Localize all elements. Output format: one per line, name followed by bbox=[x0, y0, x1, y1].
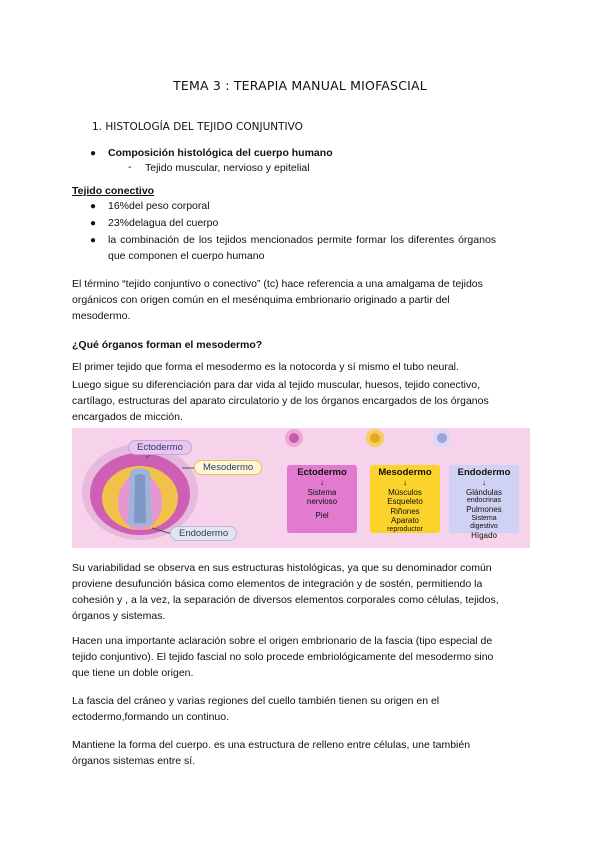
card-item: reproductor bbox=[387, 525, 423, 533]
card-item: Esqueleto bbox=[387, 497, 423, 506]
germ-layers-figure bbox=[72, 428, 530, 548]
paragraph-line: El término “tejido conjuntivo o conectivo” (tc) hace referencia a una amalgama de tejidos bbox=[72, 278, 483, 290]
arrow-down-icon: ↓ bbox=[482, 478, 486, 487]
bullet-icon: ● bbox=[90, 201, 97, 212]
list-item: la combinación de los tejidos mencionados permite formar los diferentes órganos bbox=[108, 234, 497, 246]
card-item: Sistema bbox=[307, 487, 337, 497]
paragraph-line: ectodermo,formando un continuo. bbox=[72, 711, 230, 723]
paragraph-line: orgánicos con origen común en el mesénquima embrionario originado a partir del bbox=[72, 294, 450, 306]
section-number: 1. bbox=[92, 121, 103, 133]
card-item: Riñones bbox=[390, 506, 420, 516]
arrow-down-icon: ↓ bbox=[320, 478, 324, 487]
paragraph-line: mesodermo. bbox=[72, 310, 131, 322]
paragraph-line: Hacen una importante aclaración sobre el origen embrionario de la fascia (tipo especial de bbox=[72, 635, 493, 647]
ectodermo-label: Ectodermo bbox=[128, 440, 192, 455]
card-item: endocrinas bbox=[466, 497, 502, 504]
composicion-heading: Composición histológica del cuerpo humano bbox=[108, 147, 333, 159]
bullet-icon: ● bbox=[90, 148, 97, 159]
page-title: TEMA 3 : TERAPIA MANUAL MIOFASCIAL bbox=[173, 78, 427, 93]
paragraph-line: Su variabilidad se observa en sus estructuras histológicas, ya que su denominador común bbox=[72, 562, 492, 574]
composicion-subitem: Tejido muscular, nervioso y epitelial bbox=[145, 162, 310, 174]
section-title: HISTOLOGÍA DEL TEJIDO CONJUNTIVO bbox=[105, 121, 303, 133]
card-item: Aparato bbox=[390, 516, 420, 525]
card-item: digestivo bbox=[470, 522, 498, 530]
endodermo-label: Endodermo bbox=[170, 526, 237, 541]
paragraph-line: proviene desufunción básica como elementos de integración y de sostén, permitiendo la bbox=[72, 578, 483, 590]
bullet-icon: ● bbox=[90, 235, 97, 246]
card-title: Ectodermo bbox=[297, 467, 347, 478]
ectodermo-card bbox=[287, 465, 357, 533]
list-item: 16%del peso corporal bbox=[108, 200, 210, 212]
paragraph-line: La fascia del cráneo y varias regiones del cuello también tienen su origen en el bbox=[72, 695, 440, 707]
paragraph-line: tejido conjuntivo). El tejido fascial no solo procede embriológicamente del mesodermo sino bbox=[72, 651, 494, 663]
card-item: Hígado bbox=[471, 530, 497, 540]
card-item: Sistema bbox=[471, 514, 497, 522]
paragraph-line: Mantiene la forma del cuerpo. es una estructura de relleno entre células, une también bbox=[72, 739, 471, 751]
card-item: Músculos bbox=[388, 487, 422, 497]
paragraph-line: que tiene un doble origen. bbox=[72, 667, 194, 679]
mesodermo-card bbox=[370, 465, 440, 533]
paragraph-line: órganos sistemas entre sí. bbox=[72, 755, 196, 767]
arrow-down-icon: ↓ bbox=[403, 478, 407, 487]
paragraph-line: El primer tejido que forma el mesodermo es la notocorda y sí mismo el tubo neural. bbox=[72, 361, 459, 373]
paragraph-line: cartílago, estructuras del aparato circulatorio y de los órganos encargados de los órganos bbox=[72, 395, 489, 407]
list-item-continuation: que componen el cuerpo humano bbox=[108, 250, 265, 262]
dash-marker: - bbox=[128, 161, 132, 173]
card-title: Mesodermo bbox=[378, 467, 432, 478]
endodermo-card bbox=[449, 465, 519, 540]
card-item: Pulmones bbox=[466, 505, 502, 514]
paragraph-line: órganos y sistemas. bbox=[72, 610, 166, 622]
bullet-icon: ● bbox=[90, 218, 97, 229]
list-item: 23%delagua del cuerpo bbox=[108, 217, 219, 229]
section-heading bbox=[92, 121, 303, 133]
paragraph-line: Luego sigue su diferenciación para dar vida al tejido muscular, huesos, tejido conectivo, bbox=[72, 379, 480, 391]
card-title: Endodermo bbox=[457, 467, 511, 478]
tejido-conectivo-heading: Tejido conectivo bbox=[72, 185, 155, 197]
paragraph-line: cohesión y , a la vez, la separación de diversos elementos corporales como células, tejidos, bbox=[72, 594, 499, 606]
card-item: Glándulas bbox=[465, 487, 503, 497]
card-item: Piel bbox=[315, 510, 329, 520]
subsection-heading: ¿Qué órganos forman el mesodermo? bbox=[72, 339, 263, 351]
paragraph-line: encargados de micción. bbox=[72, 411, 183, 423]
mesodermo-label: Mesodermo bbox=[194, 460, 262, 475]
card-item: nervioso bbox=[306, 497, 338, 506]
